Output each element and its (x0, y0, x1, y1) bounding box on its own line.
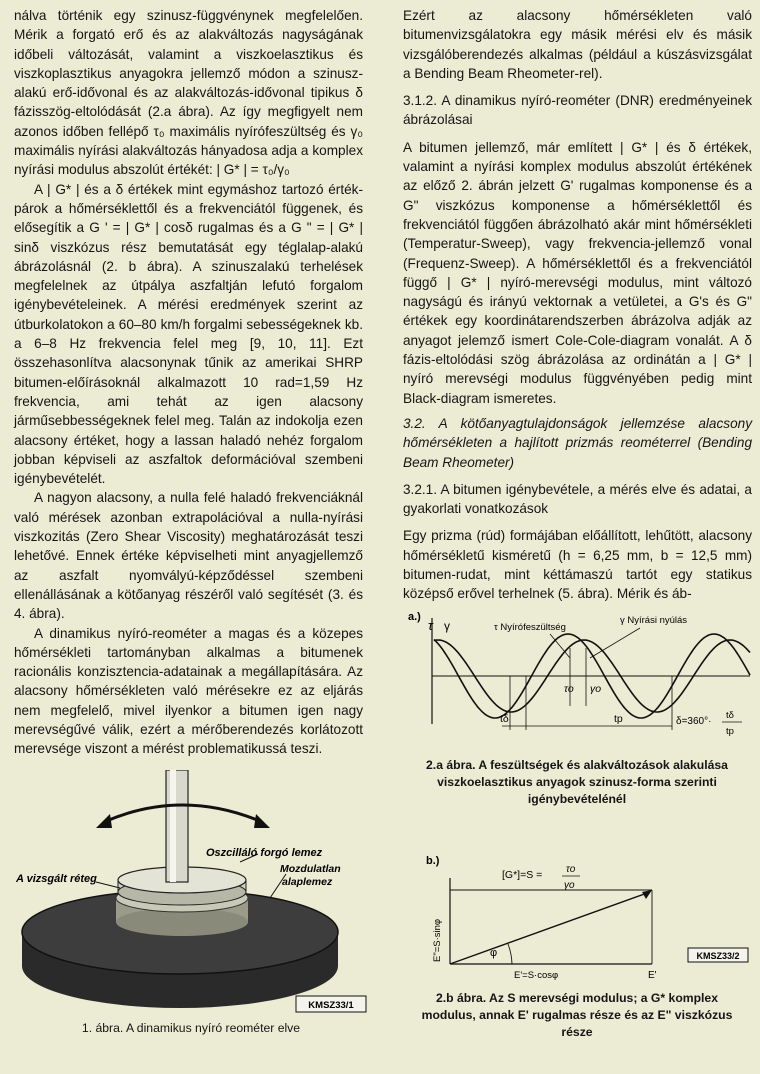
section-heading: 3.2.1. A bitumen igénybevétele, a mérés elve és adatai, a gyakorlati vonatkozások (403, 481, 752, 517)
left-text-column (14, 6, 363, 759)
axis-end-label: E' (648, 970, 657, 981)
panel-label: a.) (408, 611, 421, 623)
axis-gamma-label: γ (444, 619, 450, 633)
figure-code: KMSZ33/2 (696, 951, 740, 961)
delta-formula-den: tp (726, 726, 734, 737)
x-axis-label: E'=S·cosφ (514, 970, 559, 981)
plate-label: Oszcilláló forgó lemez (206, 847, 323, 859)
strain-label: γ Nyírási nyúlás (620, 615, 688, 626)
y-axis-label: E"=S·sinφ (432, 918, 443, 962)
base-label-2: alaplemez (282, 876, 333, 888)
panel-label: b.) (426, 855, 440, 867)
figure-1-rheometer (0, 770, 380, 1040)
paragraph: A nagyon alacsony, a nulla felé haladó frekvenciáknál való mérések azonban extrapolációval a nulla-nyírási viszkozitás (Zero Shear Viscosity) meghatározását teszi lehetővé. Ennek értéke képviselheti mint anyagjellemző az aszfalt nyomvályú-képződéssel szembeni ellenállásának a kötőanyag részéről való segítését (3. és 4. ábra). (14, 490, 363, 622)
paragraph: Egy prizma (rúd) formájában előállított, lehűtött, alacsony hőmérsékletű kisméretű (h = 6,25 mm, b = 12,5 mm) bitumen-rudat, mint kéttámaszú tartót egy statikus középső erővel terhelnek (5. ábra). Mérik és áb- (403, 528, 752, 602)
tau0-label: τo (564, 683, 574, 695)
figure-2b-vector (400, 852, 760, 986)
right-text-column (403, 6, 752, 604)
formula-left: [G*]=S = (502, 869, 543, 881)
figure-code: KMSZ33/1 (308, 1000, 354, 1011)
t-delta-label: tδ (500, 713, 509, 725)
paragraph: A dinamikus nyíró-reométer a magas és a közepes hőmérsékleti tartományban alkalmas a bitumenek racionális konzisztencia-adatainak a megállapítására. Az alacsony hőmérsékleten való mérésekre ez az eljárás nem megfelelő, mivel ilyenkor a bitumen igen nagy merevségűvé válik, ezért a mérőberendezés korlátozott merevsége viszont a mérést problematikussá teszi. (14, 625, 363, 757)
paragraph: Ezért az alacsony hőmérsékleten való bitumenvizsgálatokra egy másik mérési elv és másik vizsgálóberendezés alkalmas (például a kúszásvizsgálat a Bending Beam Rheometer-rel). (403, 8, 752, 81)
delta-formula-num: tδ (726, 710, 734, 721)
paragraph: A bitumen jellemző, már említett | G* | és δ értékek, valamint a nyírási komplex modulus abszolút értékének az előző 2. ábrán jelzett G' rugalmas komponense és a G" viszkózus komponense a hőmérséklettől és frekvenciától függően ábrázolható akár mint hőmérsékleti (Temperatur-Sweep), vagy frekvencia-jellemző vonal (Frequenz-Sweep). A hőmérséklettől és a frekvenciától függő | G* | nyíró-merevségi modulus, mint változó nagyságú és irányú vektornak a vetületei, a G's és G" értékek egy koordinátarendszerben ábrázolva adják az anyagot jelemző ismert Cole-Cole-diagram vonalát. A δ fázis-eltolódási szög ábrázolása az ordinátán a | G* | nyíró merevségi modulus függvényében pedig mint Black-diagram ismeretes. (403, 139, 752, 406)
section-heading: 3.2. A kötőanyagtulajdonságok jellemzése alacsony hőmérsékleten a hajlított prizmás reométerrel (Bending Beam Rheometer) (403, 415, 752, 470)
formula-den: γo (564, 880, 575, 891)
phi-label: φ (490, 947, 498, 959)
gamma0-label: γo (590, 683, 602, 695)
base-label (280, 863, 341, 888)
paragraph: A | G* | és a δ értékek mint egymáshoz tartozó érték-párok a hőmérséklettől és a frekvenciától függenek, és elősegítik a G ' = | G* | cosδ rugalmas és a G " = | G* | sinδ viszkózus rész bemutatását egy téglalap-alakú ábrázolásnál (2. b ábra). A szinuszalakú terhelések megfelelnek az útpálya aszfaltján lefutó forgalom igénybevételeinek. A mérési eredmények szerint az útburkolatokon a 60–80 km/h forgalmi sebességeknek kb. a 6–8 Hz frekvencia felel meg [9, 10, 11]. Ezt összehasonlítva alacsonynak tűnik az amerikai SHRP bitumen-előírásoknál alkalmazott 10 rad=1,59 Hz frekvencia, ami tehát az igen alacsony járműsebbességeknek felel meg. Talán az indokolja ezen alacsony értéket, hogy a lassan haladó nehéz forgalom jobban képviseli az aszfaltok deformációval szembeni igénybevételét. (14, 181, 363, 487)
delta-formula: δ=360°· (676, 716, 712, 727)
figure-2b-caption: 2.b ábra. Az S merevségi modulus; a G* komplex modulus, annak E' rugalmas része és az E" viszkózus része (421, 991, 733, 1039)
tp-label: tp (614, 713, 623, 725)
section-heading: 3.1.2. A dinamikus nyíró-reométer (DNR) eredményeinek ábrázolásai (403, 93, 752, 128)
figure-1-caption: 1. ábra. A dinamikus nyíró reométer elve (81, 1021, 301, 1035)
stress-label: τ Nyírófeszültség (494, 622, 566, 633)
axis-tau-label: τ (428, 618, 433, 633)
formula-num: τo (566, 864, 576, 875)
paragraph: nálva történik egy szinusz-függvénynek megfelelően. Mérik a forgató erő és az alakváltozás nagyságának időbeli változását, valamint a viszkoelasztikus és viszkoplasztikus anyagokra jellemző módon a szinusz-alakú erő-idővonal és az alakváltozás-idővonal tipikus δ fázisszög-eltolódását (2.a ábra). Az így megfigyelt nem azonos időben fellépő τ₀ maximális nyírófeszültség és γ₀ maximális nyírási alakváltozás hányadosa adja a komplex nyírási modulus abszolút értékét: | G* | = τ₀/γ₀ (14, 8, 363, 178)
base-label-1: Mozdulatlan (280, 863, 341, 875)
layer-label: A vizsgált réteg (16, 873, 97, 885)
figure-2a-waves (400, 606, 760, 752)
figure-2a-caption: 2.a ábra. A feszültségek és alakváltozások alakulása viszkoelasztikus anyagok szinusz-forma szerinti igénybevételénél (426, 758, 728, 806)
